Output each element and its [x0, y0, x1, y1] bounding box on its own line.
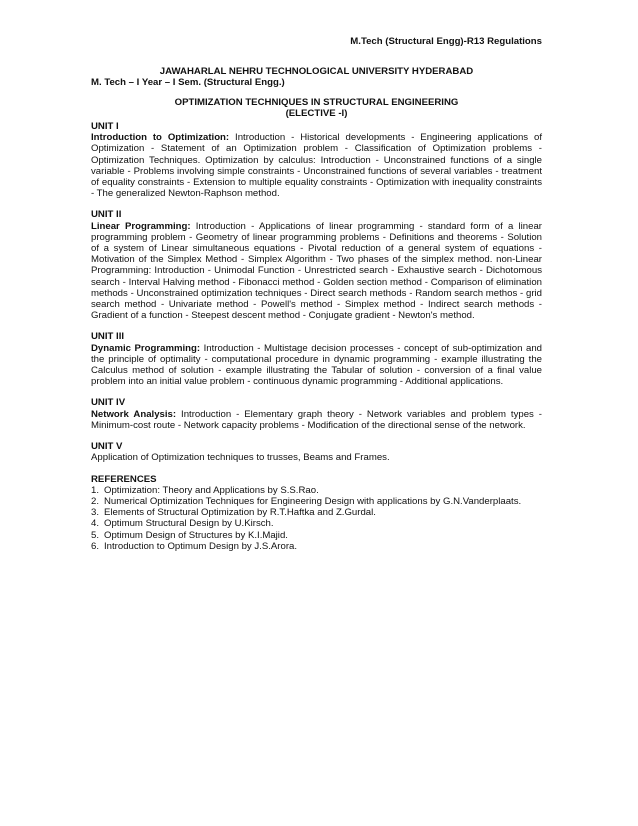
unit-heading: UNIT I — [91, 121, 119, 133]
references-heading: REFERENCES — [91, 473, 157, 485]
unit-description — [91, 343, 542, 388]
unit-content: Application of Optimization techniques to trusses, Beams and Frames. — [91, 452, 390, 464]
unit-description — [91, 452, 542, 463]
unit-section — [91, 397, 542, 431]
reference-item — [91, 485, 542, 496]
reference-number: 5. — [91, 529, 100, 541]
unit-topic: Linear Programming: — [91, 220, 191, 232]
reference-text: Optimum Structural Design by U.Kirsch. — [104, 518, 274, 530]
reference-item — [91, 541, 542, 552]
reference-item — [91, 507, 542, 518]
university-name: JAWAHARLAL NEHRU TECHNOLOGICAL UNIVERSITY HYDERABAD — [159, 66, 474, 78]
unit-content: Introduction - Historical developments - Engineering applications of Optimization - Statement of an Optimization problem - Classification of Optimization problems - Optimization Techniques. Optimization by calculus: Introduction - Unconstrained functions of a single variable - Problems involving simple constraints - Unconstrained functions of several variables - treatment of equality constraints - Extension to multiple equality constraints - Optimization with inequality constraints - The generalized Newton-Raphson method. — [91, 132, 542, 200]
unit-heading: UNIT III — [91, 331, 125, 343]
syllabus-page — [91, 36, 542, 552]
unit-topic: Dynamic Programming: — [91, 342, 201, 354]
unit-heading: UNIT V — [91, 441, 123, 453]
reference-text: Optimization: Theory and Applications by S.S.Rao. — [104, 484, 319, 496]
reference-number: 3. — [91, 507, 100, 519]
unit-content: Introduction - Multistage decision processes - concept of sub-optimization and the principle of optimality - computational procedure in dynamic programming - example illustrating the Calculus method of solution - example illustrating the Tabular of solution - conversion of a final value problem into an initial value problem - continuous dynamic programming - Additional applications. — [91, 342, 542, 388]
reference-text: Optimum Design of Structures by K.I.Majid. — [104, 529, 288, 541]
unit-section — [91, 209, 542, 321]
unit-description — [91, 409, 542, 431]
reference-number: 2. — [91, 495, 100, 507]
unit-content: Introduction - Elementary graph theory - Network variables and problem types - Minimum-cost route - Network capacity problems - Modification of the directional sense of the network. — [91, 408, 542, 431]
reference-number: 1. — [91, 484, 100, 496]
reference-item — [91, 496, 542, 507]
reference-text: Introduction to Optimum Design by J.S.Arora. — [104, 540, 298, 552]
reference-item — [91, 518, 542, 529]
unit-topic: Network Analysis: — [91, 408, 177, 420]
unit-section — [91, 121, 542, 199]
unit-description — [91, 132, 542, 199]
program-line: M. Tech – I Year – I Sem. (Structural Engg.) — [91, 77, 285, 89]
unit-section — [91, 331, 542, 387]
elective-label: (ELECTIVE -I) — [285, 107, 348, 119]
unit-description — [91, 221, 542, 322]
reference-number: 4. — [91, 518, 100, 530]
reference-text: Numerical Optimization Techniques for Engineering Design with applications by G.N.Vanderplaats. — [104, 495, 522, 507]
unit-heading: UNIT II — [91, 209, 122, 221]
reference-item — [91, 530, 542, 541]
references-list — [91, 485, 542, 552]
reference-number: 6. — [91, 540, 100, 552]
unit-heading: UNIT IV — [91, 397, 126, 409]
course-title: OPTIMIZATION TECHNIQUES IN STRUCTURAL ENGINEERING — [174, 96, 459, 108]
unit-section — [91, 441, 542, 463]
unit-content: Introduction - Applications of linear programming - standard form of a linear programming problem - Geometry of linear programming problems - Definitions and theorems - Solution of a system of Linear simultaneous equations - Pivotal reduction of a general system of equations - Motivation of the Simplex Method - Simplex Algorithm - Two phases of the simplex method. non-Linear Programming: Introduction - Unimodal Function - Unrestricted search - Exhaustive search - Dichotomous search - Interval Halving method - Fibonacci method - Golden section method - Comparison of elimination methods - Unconstrained optimization techniques - Direct search methods - Random search methos - grid search method - Univariate method - Powell's method - Simplex method - Indirect search methods - Gradient of a function - Steepest descent method - Conjugate gradient - Newton's method. — [91, 220, 542, 322]
unit-topic: Introduction to Optimization: — [91, 132, 230, 144]
reference-text: Elements of Structural Optimization by R.T.Haftka and Z.Gurdal. — [104, 507, 376, 519]
regulation-header: M.Tech (Structural Engg)-R13 Regulations — [350, 36, 542, 47]
